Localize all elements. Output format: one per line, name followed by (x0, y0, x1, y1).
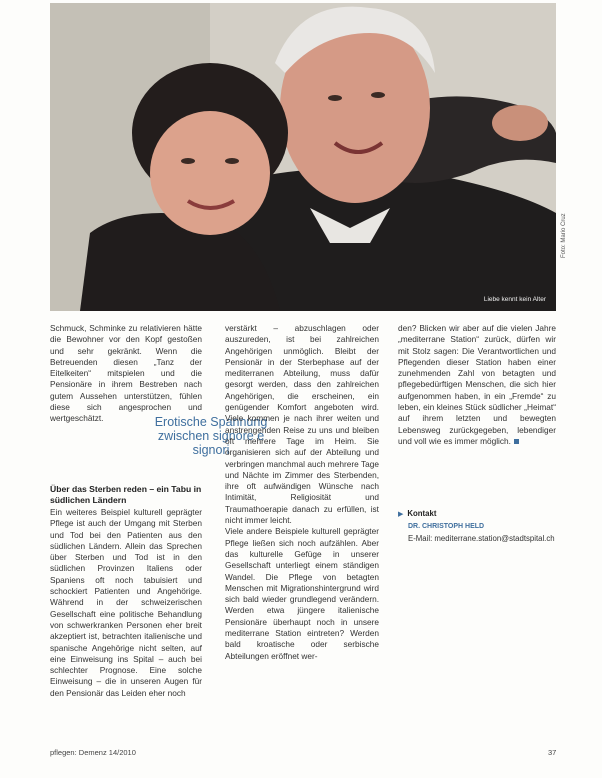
column-1-bottom-text: Ein weiteres Beispiel kulturell geprägter Pflege ist auch der Umgang mit Sterben und Tod bei den Patienten aus den südlichen Ländern. Allein das Sprechen über Sterben und Tod ist in den südlichen Provinzen Italiens oder Spaniens oft noch tabuisiert und schockiert Patienten und Angehörige. Während in der schweizerischen Gesellschaft eine politische Behandlung von schwerkranken Personen eher breit akzeptiert ist, betrachten italienische und spanische Angehörige nicht selten, auf eine Einweisung ins Spital – auch bei schlechter Prognose. Eine solche Einweisung – die in unseren Augen für den Pensionär das Leiden eher noch (50, 507, 202, 698)
column-3-body: den? Blicken wir aber auf die vielen Jahre „mediterrane Station“ zurück, dürfen wir mit Stolz sagen: Die Verantwortlichen und Pflegenden dieser Station haben einer zunehmenden Zahl von betagten und pflegebedürftigen Menschen, die sich hier aufgenommen haben, in ein „Fremde“ zu leben, ein kleines Stück südlicher „Heimat“ auf ihrem letzten und bewegten Lebensweg zurückgegeben, lebendiger und voll wie es immer möglich. (398, 323, 556, 446)
contact-heading (398, 508, 568, 521)
section-subheading: Über das Sterben reden – ein Tabu in südlichen Ländern (50, 484, 202, 505)
column-1-bottom (50, 507, 202, 699)
couple-illustration (50, 3, 556, 311)
column-1-top-text: Schmuck, Schminke zu relativieren hätte die Bewohner vor den Kopf gestoßen und sehr gekränkt. Wenn die Betreuenden diesen „Tanz der Eitelkeiten“ mitspielen und die Pensionäre in ihrem Bestreben nach gutem Aussehen unterstützen, fühlen diese sich angesprochen und wertgeschätzt. (50, 323, 202, 424)
contact-email: E-Mail: mediterrane.station@stadtspital.ch (408, 534, 555, 543)
pull-quote: Erotische Spannung zwischen signore e signori (148, 413, 274, 459)
photo-credit: Foto: Mario Cruz (561, 213, 567, 258)
column-3 (398, 323, 556, 447)
photo-caption: Liebe kennt kein Alter (483, 296, 546, 303)
column-2 (225, 323, 379, 662)
footer-publication: pflegen: Demenz 14/2010 (50, 748, 136, 757)
contact-title: Kontakt (407, 509, 437, 518)
column-2-text: verstärkt – abzuschlagen oder auszureden, ist bei zahlreichen Angehörigen unmöglich. Bleibt der Pensionär in der Sterbephase auf der mediterranen Abteilung, muss dafür gesorgt werden, dass den zahlreichen Angehörigen, die erscheinen, ein genügender Komfort angeboten wird. Viele kommen je nach ihrer weiten und anstrengenden Reise zu uns und bleiben oft mehrere Tage im Heim. Sie organisieren sich auf der Abteilung und verbringen manchmal auch mehrere Tage und Nächte im Zimmer des Sterbenden, ihre oft aufwändigen Wünsche nach Intimität, Religiosität und Traumathoerapie danach zu erfüllen, ist nicht immer leicht. Viele andere Beispiele kulturell geprägter Pflege ließen sich noch aufzählen. Aber das kulturelle Gefüge in unserer Gesellschaft unterliegt einem ständigen Wandel. Die Pflege von betagten Menschen mit Migrationshintergrund wird sich bald wieder grundlegend verändern. Werden etwa jüngere italienische Pensionäre überhaupt noch in unsere mediterrane Station eintreten? Werden bald kroatische oder serbische Abteilungen eröffnet wer- (225, 323, 379, 661)
page-number: 37 (548, 748, 557, 757)
column-1-top (50, 323, 202, 425)
contact-box (398, 508, 568, 545)
column-3-text (398, 323, 556, 447)
photo-elderly-couple (50, 3, 556, 311)
triangle-icon: ▶ (398, 511, 404, 518)
end-mark-icon (514, 439, 519, 444)
contact-name: DR. CHRISTOPH HELD (408, 523, 485, 530)
